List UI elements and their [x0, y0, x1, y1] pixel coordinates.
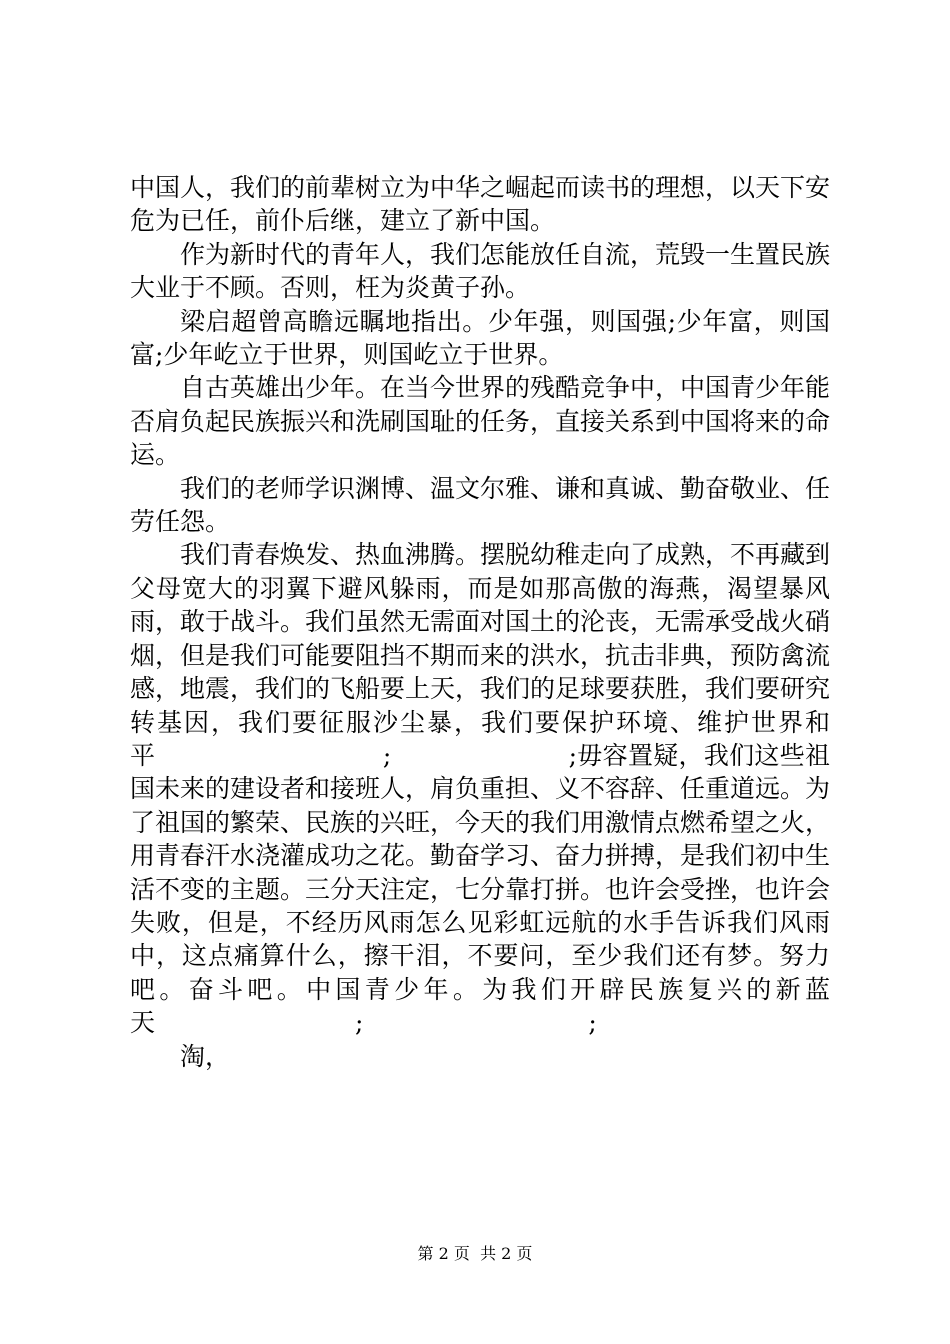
paragraph-2: 作为新时代的青年人，我们怎能放任自流，荒毁一生置民族大业于不顾。否则，枉为炎黄子孙。: [130, 239, 831, 303]
paragraph-7: 淘，: [180, 1041, 231, 1071]
paragraph-1: 中国人，我们的前辈树立为中华之崛起而读书的理想，以天下安危为已任，前仆后继，建立了新中国。: [130, 173, 831, 236]
paragraph-4: 自古英雄出少年。在当今世界的残酷竞争中，中国青少年能否肩负起民族振兴和洗刷国耻的任务，直接关系到中国将来的命运。: [130, 373, 831, 470]
document-body: [130, 171, 830, 1073]
paragraph-6: 我们青春焕发、热血沸腾。摆脱幼稚走向了成熟，不再藏到父母宽大的羽翼下避风躲雨，而是如那高傲的海燕，渴望暴风雨，敢于战斗。我们虽然无需面对国土的沦丧，无需承受战火硝烟，但是我们可能要阻挡不期而来的洪水，抗击非典，预防禽流感，地震，我们的飞船要上天，我们的足球要获胜，我们要研究转基因，我们要征服沙尘暴，我们要保护环境、维护世界和平 ; ;毋容置疑，我们这些祖国未来的建设者和接班人，肩负重担、义不容辞、任重道远。为了祖国的繁荣、民族的兴旺，今天的我们用激情点燃希望之火，用青春汗水浇灌成功之花。勤奋学习、奋力拼搏，是我们初中生活不变的主题。三分天注定，七分靠打拼。也许会受挫，也许会失败，但是，不经历风雨怎么见彩虹远航的水手告诉我们风雨中，这点痛算什么，擦干泪，不要问，至少我们还有梦。努力吧。奋斗吧。中国青少年。为我们开辟民族复兴的新蓝天 ; ;: [130, 540, 831, 1038]
page-footer: 第 2 页 共 2 页: [417, 1244, 533, 1263]
paragraph-5: 我们的老师学识渊博、温文尔雅、谦和真诚、勤奋敬业、任劳任怨。: [130, 473, 831, 537]
paragraph-3: 梁启超曾高瞻远瞩地指出。少年强，则国强;少年富，则国富;少年屹立于世界，则国屹立于世界。: [130, 306, 830, 370]
